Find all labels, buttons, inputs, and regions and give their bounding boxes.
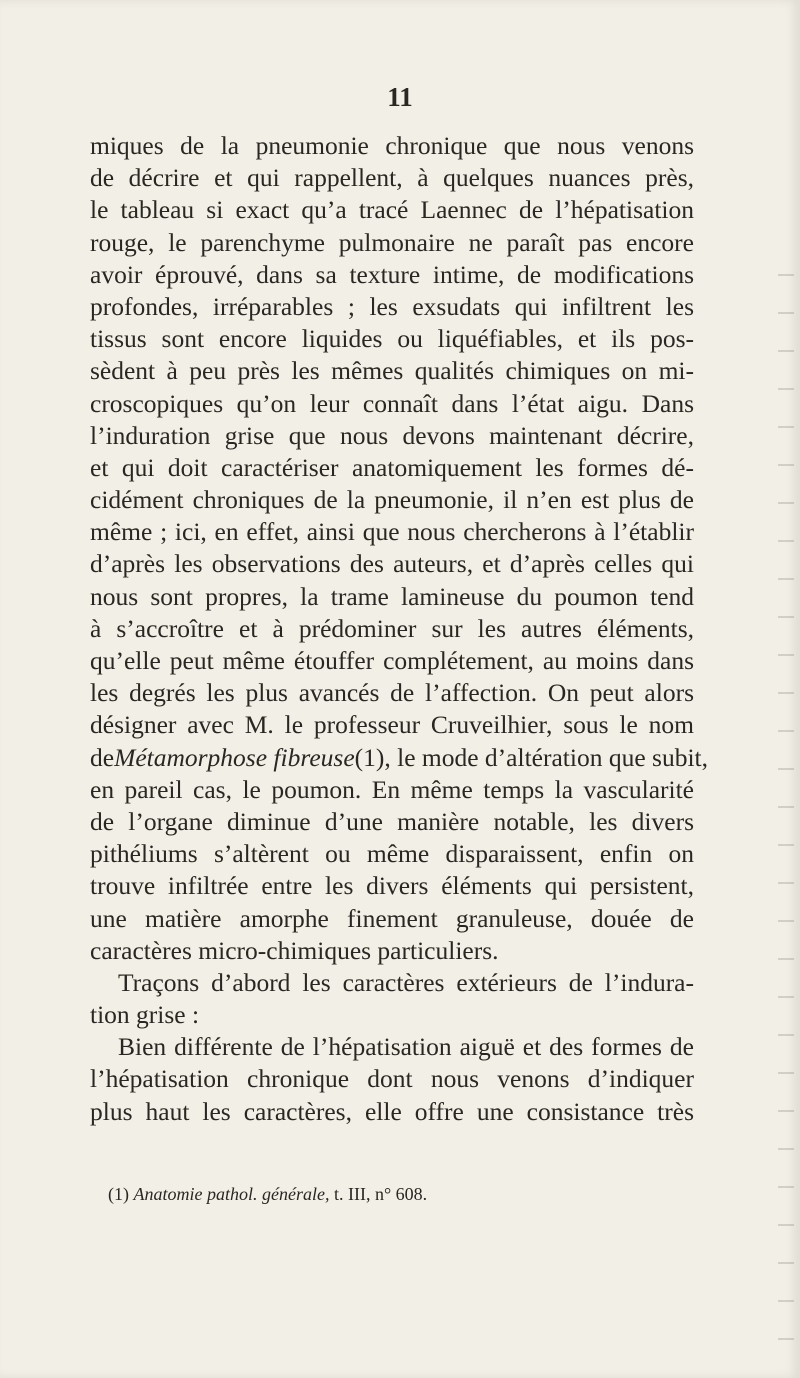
- line-text: pithéliums s’altèrent ou même disparaissent, enfin on: [90, 839, 694, 869]
- line-text: de l’organe diminue d’une manière notable, les divers: [90, 806, 694, 836]
- text-line: [90, 935, 694, 967]
- line-text: de décrire et qui rappellent, à quelques nuances près,: [90, 163, 694, 193]
- line-text: les degrés les plus avancés de l’affection. On peut alors: [90, 678, 694, 708]
- footnote-reference: t. III, n° 608.: [333, 1184, 428, 1204]
- text-line: [90, 1031, 694, 1063]
- text-line: [90, 227, 694, 259]
- text-line: [90, 420, 694, 452]
- line-text: miques de la pneumonie chronique que nous venons: [90, 131, 694, 160]
- line-text: à s’accroître et à prédominer sur les autres éléments,: [90, 613, 694, 643]
- text-line: [90, 452, 694, 484]
- line-text: tissus sont encore liquides ou liquéfiables, et ils pos-: [90, 324, 694, 354]
- text-line: [90, 613, 694, 645]
- line-text: profondes, irréparables ; les exsudats qui infiltrent les: [90, 291, 694, 321]
- line-text: qu’elle peut même étouffer complétement, au moins dans: [90, 646, 694, 675]
- line-text: l’induration grise que nous devons maintenant décrire,: [90, 420, 694, 450]
- text-line: [90, 291, 694, 323]
- text-line: [90, 355, 694, 387]
- text-line: [90, 677, 694, 709]
- text-line: [90, 130, 694, 162]
- line-text: croscopiques qu’on leur connaît dans l’état aigu. Dans: [90, 388, 694, 418]
- line-suffix: (1), le mode d’altération que subit,: [354, 742, 708, 772]
- footnote-marker: (1): [108, 1184, 129, 1204]
- line-text: même ; ici, en effet, ainsi que nous chercherons à l’établir: [90, 517, 694, 547]
- footnote-title: Anatomie pathol. générale,: [133, 1184, 330, 1204]
- text-line: [90, 194, 694, 226]
- line-prefix: de: [90, 742, 115, 772]
- line-text: d’après les observations des auteurs, et d’après celles qui: [90, 549, 694, 579]
- line-text: en pareil cas, le poumon. En même temps la vascularité: [90, 774, 694, 804]
- text-line: [90, 548, 694, 580]
- text-line: [90, 838, 694, 870]
- line-text: désigner avec M. le professeur Cruveilhier, sous le nom: [90, 710, 694, 740]
- line-text: cidément chroniques de la pneumonie, il n’en est plus de: [90, 485, 694, 515]
- line-text: sèdent à peu près les mêmes qualités chimiques on mi-: [90, 356, 694, 386]
- text-line: [90, 709, 694, 741]
- line-text: l’hépatisation chronique dont nous venons d’indiquer: [90, 1064, 694, 1094]
- text-line: [90, 162, 694, 194]
- line-text: rouge, le parenchyme pulmonaire ne paraît pas encore: [90, 227, 694, 257]
- line-text: et qui doit caractériser anatomiquement les formes dé-: [90, 452, 694, 482]
- line-text: une matière amorphe finement granuleuse, douée de: [90, 903, 694, 933]
- footnote: [108, 1184, 427, 1205]
- text-line: [90, 1063, 694, 1095]
- text-line: [90, 903, 694, 935]
- body-text: [90, 130, 708, 1128]
- line-text: Bien différente de l’hépatisation aiguë et des formes de: [118, 1032, 694, 1062]
- text-line: [90, 1096, 694, 1128]
- text-line: [90, 742, 708, 774]
- line-text: Traçons d’abord les caractères extérieurs de l’indura-: [118, 967, 694, 997]
- text-line: [90, 388, 694, 420]
- line-text: trouve infiltrée entre les divers éléments qui persistent,: [90, 871, 694, 901]
- page-number: 11: [387, 82, 413, 112]
- line-text: caractères micro-chimiques particuliers.: [90, 935, 499, 965]
- text-line: [90, 999, 694, 1031]
- text-line: [90, 581, 694, 613]
- text-line: [90, 259, 694, 291]
- text-line: [90, 870, 694, 902]
- text-line: [90, 323, 694, 355]
- text-line: [90, 967, 694, 999]
- line-text: plus haut les caractères, elle offre une consistance très: [90, 1096, 694, 1126]
- text-line: [90, 806, 694, 838]
- line-text: avoir éprouvé, dans sa texture intime, de modifications: [90, 259, 694, 289]
- text-line: [90, 645, 694, 677]
- line-text: le tableau si exact qu’a tracé Laennec de l’hépatisation: [90, 195, 694, 225]
- line-text: tion grise :: [90, 1000, 200, 1030]
- binding-gutter: [778, 260, 794, 1370]
- text-line: [90, 484, 694, 516]
- text-line: [90, 774, 694, 806]
- text-line: [90, 516, 694, 548]
- italic-term: Métamorphose fibreuse: [114, 742, 355, 772]
- line-text: nous sont propres, la trame lamineuse du poumon tend: [90, 581, 694, 611]
